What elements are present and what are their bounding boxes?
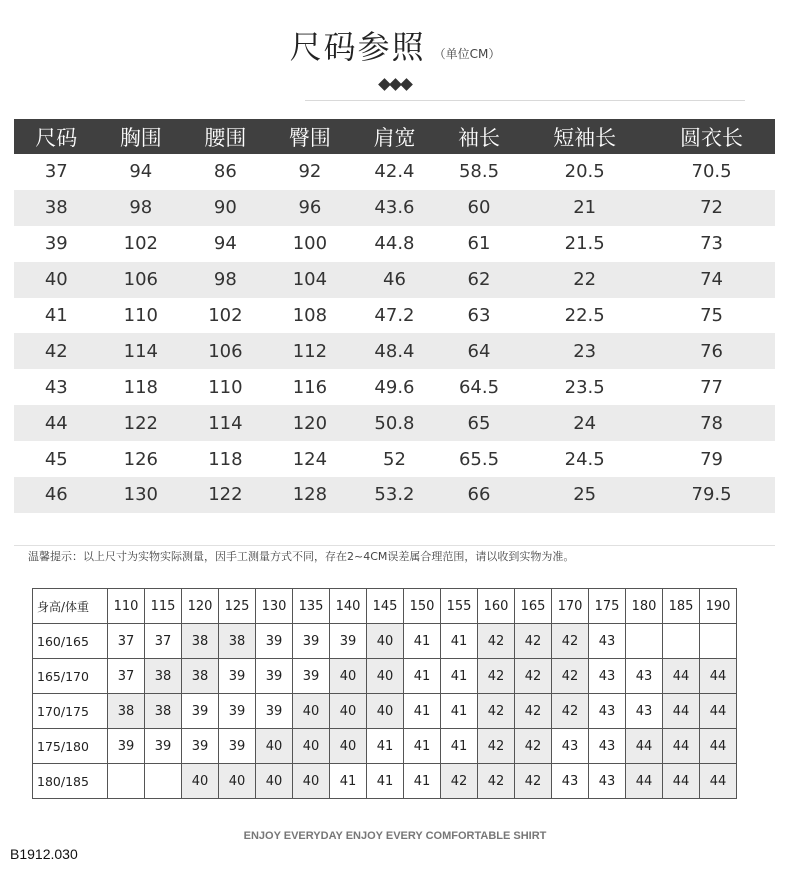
size-recommendation-cell: 41 bbox=[441, 729, 478, 764]
size-recommendation-cell: 42 bbox=[478, 694, 515, 729]
size-recommendation-cell: 40 bbox=[293, 764, 330, 799]
size-cell: 21.5 bbox=[564, 233, 605, 255]
size-col-header: 肩宽 bbox=[352, 119, 437, 154]
size-cell: 41 bbox=[44, 305, 68, 326]
size-cell: 106 bbox=[99, 262, 184, 298]
weight-header: 185 bbox=[663, 589, 700, 624]
size-row bbox=[14, 441, 775, 477]
weight-header: 145 bbox=[367, 589, 404, 624]
size-cell: 102 bbox=[208, 305, 243, 326]
size-recommendation-cell: 44 bbox=[663, 729, 700, 764]
size-cell: 120 bbox=[268, 405, 353, 441]
size-recommendation-cell: 40 bbox=[256, 764, 293, 799]
size-cell: 76 bbox=[648, 333, 775, 369]
size-recommendation-cell: 41 bbox=[404, 624, 441, 659]
size-cell: 48.4 bbox=[352, 333, 437, 369]
size-col-header: 胸围 bbox=[99, 119, 184, 154]
size-cell: 114 bbox=[99, 333, 184, 369]
size-cell: 124 bbox=[292, 448, 328, 470]
size-recommendation-cell: 39 bbox=[293, 659, 330, 694]
measurement-note: 温馨提示：以上尺寸为实物实际测量，因手工测量方式不同，存在2~4CM误差属合理范围，请以收到实物为准。 bbox=[28, 550, 575, 563]
size-cell: 78 bbox=[648, 405, 775, 441]
size-recommendation-cell: 44 bbox=[626, 729, 663, 764]
weight-header: 150 bbox=[404, 589, 441, 624]
size-cell: 100 bbox=[292, 233, 328, 255]
size-recommendation-cell: 39 bbox=[182, 694, 219, 729]
height-row bbox=[33, 764, 737, 799]
height-label: 175/180 bbox=[33, 729, 108, 764]
weight-header: 170 bbox=[552, 589, 589, 624]
size-cell: 130 bbox=[99, 477, 184, 513]
size-recommendation-cell: 42 bbox=[515, 694, 552, 729]
size-col-header: 袖长 bbox=[437, 119, 522, 154]
size-recommendation-cell: 43 bbox=[589, 624, 626, 659]
size-cell: 118 bbox=[208, 448, 243, 470]
size-cell: 42.4 bbox=[374, 161, 415, 183]
size-recommendation-cell: 39 bbox=[108, 729, 145, 764]
size-cell: 64 bbox=[437, 333, 522, 369]
size-recommendation-cell: 39 bbox=[256, 659, 293, 694]
weight-header: 130 bbox=[256, 589, 293, 624]
size-cell: 98 bbox=[99, 190, 184, 226]
size-recommendation-cell: 39 bbox=[293, 624, 330, 659]
size-recommendation-cell: 38 bbox=[182, 624, 219, 659]
size-recommendation-cell: 38 bbox=[219, 624, 256, 659]
size-recommendation-cell: 42 bbox=[478, 764, 515, 799]
size-cell: 66 bbox=[437, 477, 522, 513]
size-recommendation-cell: 37 bbox=[108, 624, 145, 659]
size-row bbox=[14, 226, 775, 262]
size-cell: 106 bbox=[183, 333, 268, 369]
weight-header: 175 bbox=[589, 589, 626, 624]
size-cell: 122 bbox=[183, 477, 268, 513]
size-cell: 52 bbox=[383, 448, 406, 470]
size-recommendation-cell: 44 bbox=[700, 659, 737, 694]
size-recommendation-cell: 43 bbox=[589, 764, 626, 799]
size-cell: 110 bbox=[123, 305, 158, 326]
size-recommendation-cell: 43 bbox=[589, 729, 626, 764]
size-recommendation-cell: 42 bbox=[441, 764, 478, 799]
size-cell: 37 bbox=[44, 161, 68, 183]
size-recommendation-cell: 43 bbox=[626, 694, 663, 729]
weight-header: 160 bbox=[478, 589, 515, 624]
size-recommendation-cell: 44 bbox=[663, 694, 700, 729]
height-label: 170/175 bbox=[33, 694, 108, 729]
size-cell: 43 bbox=[44, 376, 68, 398]
size-col-header: 圆衣长 bbox=[648, 119, 775, 154]
size-cell: 96 bbox=[268, 190, 353, 226]
size-cell: 47.2 bbox=[374, 305, 415, 326]
height-weight-table bbox=[32, 588, 737, 799]
size-recommendation-cell: 44 bbox=[663, 764, 700, 799]
size-cell: 77 bbox=[700, 376, 723, 398]
size-cell: 21 bbox=[521, 190, 648, 226]
size-recommendation-cell: 42 bbox=[552, 624, 589, 659]
title-unit: （单位CM） bbox=[433, 47, 501, 61]
size-cell: 63 bbox=[467, 305, 491, 326]
size-cell: 53.2 bbox=[352, 477, 437, 513]
size-row bbox=[14, 369, 775, 405]
size-recommendation-cell: 40 bbox=[293, 729, 330, 764]
weight-header: 120 bbox=[182, 589, 219, 624]
size-recommendation-cell: 40 bbox=[219, 764, 256, 799]
size-recommendation-cell: 37 bbox=[145, 624, 182, 659]
size-cell: 23 bbox=[521, 333, 648, 369]
weight-header: 165 bbox=[515, 589, 552, 624]
size-recommendation-cell: 44 bbox=[663, 659, 700, 694]
size-cell: 46 bbox=[352, 262, 437, 298]
size-recommendation-cell: 41 bbox=[441, 694, 478, 729]
size-recommendation-cell: 41 bbox=[404, 729, 441, 764]
weight-header: 135 bbox=[293, 589, 330, 624]
size-cell: 64.5 bbox=[458, 376, 500, 398]
size-recommendation-cell: 43 bbox=[552, 764, 589, 799]
size-recommendation-cell: 41 bbox=[441, 659, 478, 694]
size-cell: 39 bbox=[44, 233, 68, 255]
size-recommendation-cell: 40 bbox=[256, 729, 293, 764]
size-cell: 42 bbox=[14, 333, 99, 369]
size-cell: 126 bbox=[123, 448, 158, 470]
size-recommendation-cell: 41 bbox=[441, 624, 478, 659]
height-row bbox=[33, 624, 737, 659]
size-recommendation-cell bbox=[626, 624, 663, 659]
size-col-header: 腰围 bbox=[183, 119, 268, 154]
size-recommendation-cell: 43 bbox=[589, 694, 626, 729]
height-row bbox=[33, 659, 737, 694]
footer-slogan: ENJOY EVERYDAY ENJOY EVERY COMFORTABLE SHIRT bbox=[243, 830, 547, 842]
size-recommendation-cell: 44 bbox=[626, 764, 663, 799]
size-row bbox=[14, 154, 775, 190]
size-cell: 50.8 bbox=[352, 405, 437, 441]
size-row bbox=[14, 405, 775, 441]
size-cell: 112 bbox=[268, 333, 353, 369]
size-recommendation-cell: 42 bbox=[478, 624, 515, 659]
size-cell: 24.5 bbox=[564, 448, 605, 470]
size-cell: 75 bbox=[700, 305, 723, 326]
size-cell: 94 bbox=[129, 161, 153, 183]
size-cell: 60 bbox=[437, 190, 522, 226]
size-recommendation-cell: 43 bbox=[589, 659, 626, 694]
size-cell: 102 bbox=[123, 233, 158, 255]
height-label: 180/185 bbox=[33, 764, 108, 799]
height-label: 160/165 bbox=[33, 624, 108, 659]
page-title bbox=[0, 22, 790, 68]
size-cell: 65.5 bbox=[458, 448, 500, 470]
height-label: 165/170 bbox=[33, 659, 108, 694]
size-recommendation-cell: 40 bbox=[182, 764, 219, 799]
size-recommendation-cell: 43 bbox=[552, 729, 589, 764]
size-cell: 58.5 bbox=[458, 161, 500, 183]
table-corner-label: 身高/体重 bbox=[33, 589, 108, 624]
weight-header: 190 bbox=[700, 589, 737, 624]
size-recommendation-cell: 39 bbox=[182, 729, 219, 764]
size-cell: 108 bbox=[292, 305, 328, 326]
size-row bbox=[14, 190, 775, 226]
size-recommendation-cell: 39 bbox=[219, 729, 256, 764]
size-recommendation-cell: 39 bbox=[145, 729, 182, 764]
size-cell: 92 bbox=[298, 161, 322, 183]
size-recommendation-cell: 42 bbox=[515, 764, 552, 799]
size-table-header-row bbox=[14, 119, 775, 154]
size-recommendation-cell: 41 bbox=[404, 764, 441, 799]
size-cell: 128 bbox=[268, 477, 353, 513]
size-cell: 25 bbox=[521, 477, 648, 513]
divider bbox=[14, 545, 775, 546]
size-cell: 90 bbox=[183, 190, 268, 226]
size-recommendation-cell bbox=[108, 764, 145, 799]
size-cell: 73 bbox=[700, 233, 723, 255]
size-recommendation-cell: 40 bbox=[293, 694, 330, 729]
size-cell: 43.6 bbox=[352, 190, 437, 226]
size-cell: 44.8 bbox=[374, 233, 415, 255]
divider bbox=[305, 100, 745, 101]
size-cell: 79.5 bbox=[648, 477, 775, 513]
size-recommendation-cell: 38 bbox=[145, 659, 182, 694]
size-cell: 22 bbox=[521, 262, 648, 298]
size-recommendation-cell: 42 bbox=[478, 659, 515, 694]
weight-header: 125 bbox=[219, 589, 256, 624]
size-recommendation-cell: 40 bbox=[330, 729, 367, 764]
size-cell: 94 bbox=[213, 233, 237, 255]
weight-header: 140 bbox=[330, 589, 367, 624]
size-cell: 24 bbox=[521, 405, 648, 441]
size-cell: 110 bbox=[208, 376, 243, 398]
size-recommendation-cell: 39 bbox=[219, 694, 256, 729]
height-row bbox=[33, 729, 737, 764]
size-recommendation-cell bbox=[145, 764, 182, 799]
size-recommendation-cell: 39 bbox=[256, 624, 293, 659]
size-recommendation-cell: 42 bbox=[515, 659, 552, 694]
size-recommendation-cell bbox=[663, 624, 700, 659]
size-recommendation-cell: 39 bbox=[256, 694, 293, 729]
size-recommendation-cell: 42 bbox=[478, 729, 515, 764]
size-cell: 49.6 bbox=[374, 376, 415, 398]
size-cell: 86 bbox=[213, 161, 237, 183]
weight-header: 115 bbox=[145, 589, 182, 624]
size-row bbox=[14, 333, 775, 369]
size-cell: 122 bbox=[99, 405, 184, 441]
size-recommendation-cell: 42 bbox=[515, 624, 552, 659]
size-recommendation-cell: 38 bbox=[182, 659, 219, 694]
size-cell: 114 bbox=[183, 405, 268, 441]
size-recommendation-cell: 44 bbox=[700, 764, 737, 799]
size-recommendation-cell: 40 bbox=[367, 694, 404, 729]
weight-header: 155 bbox=[441, 589, 478, 624]
size-col-header: 尺码 bbox=[14, 119, 99, 154]
size-recommendation-cell: 41 bbox=[367, 729, 404, 764]
size-cell: 74 bbox=[648, 262, 775, 298]
size-cell: 116 bbox=[292, 376, 328, 398]
size-cell: 98 bbox=[183, 262, 268, 298]
size-cell: 44 bbox=[14, 405, 99, 441]
size-recommendation-cell: 38 bbox=[108, 694, 145, 729]
size-cell: 40 bbox=[14, 262, 99, 298]
size-recommendation-cell: 42 bbox=[552, 694, 589, 729]
size-recommendation-cell: 40 bbox=[330, 659, 367, 694]
size-cell: 20.5 bbox=[564, 161, 605, 183]
size-cell: 70.5 bbox=[691, 161, 732, 183]
size-col-header: 臀围 bbox=[268, 119, 353, 154]
size-cell: 23.5 bbox=[564, 376, 605, 398]
size-table bbox=[14, 119, 775, 513]
size-cell: 22.5 bbox=[564, 305, 605, 326]
size-cell: 62 bbox=[437, 262, 522, 298]
diamond-ornament-icon bbox=[0, 74, 790, 93]
size-cell: 104 bbox=[268, 262, 353, 298]
size-recommendation-cell: 42 bbox=[552, 659, 589, 694]
size-cell: 72 bbox=[648, 190, 775, 226]
size-recommendation-cell: 43 bbox=[626, 659, 663, 694]
size-recommendation-cell: 39 bbox=[330, 624, 367, 659]
size-recommendation-cell: 40 bbox=[330, 694, 367, 729]
size-recommendation-cell: 44 bbox=[700, 694, 737, 729]
height-row bbox=[33, 694, 737, 729]
size-recommendation-cell: 41 bbox=[330, 764, 367, 799]
size-recommendation-cell bbox=[700, 624, 737, 659]
weight-header: 110 bbox=[108, 589, 145, 624]
size-cell: 45 bbox=[44, 448, 68, 470]
title-main: 尺码参照 bbox=[289, 28, 426, 66]
size-recommendation-cell: 44 bbox=[700, 729, 737, 764]
size-cell: 61 bbox=[467, 233, 491, 255]
product-code: B1912.030 bbox=[10, 846, 78, 862]
size-recommendation-cell: 40 bbox=[367, 659, 404, 694]
size-row bbox=[14, 262, 775, 298]
size-row bbox=[14, 477, 775, 513]
size-col-header: 短袖长 bbox=[521, 119, 648, 154]
size-recommendation-cell: 40 bbox=[367, 624, 404, 659]
size-cell: 65 bbox=[437, 405, 522, 441]
size-cell: 38 bbox=[14, 190, 99, 226]
size-recommendation-cell: 39 bbox=[219, 659, 256, 694]
size-cell: 46 bbox=[14, 477, 99, 513]
weight-header-row bbox=[33, 589, 737, 624]
size-cell: 118 bbox=[123, 376, 158, 398]
size-recommendation-cell: 41 bbox=[367, 764, 404, 799]
size-recommendation-cell: 41 bbox=[404, 694, 441, 729]
weight-header: 180 bbox=[626, 589, 663, 624]
size-recommendation-cell: 42 bbox=[515, 729, 552, 764]
size-recommendation-cell: 41 bbox=[404, 659, 441, 694]
size-recommendation-cell: 38 bbox=[145, 694, 182, 729]
size-row bbox=[14, 298, 775, 334]
size-recommendation-cell: 37 bbox=[108, 659, 145, 694]
size-cell: 79 bbox=[700, 448, 723, 470]
